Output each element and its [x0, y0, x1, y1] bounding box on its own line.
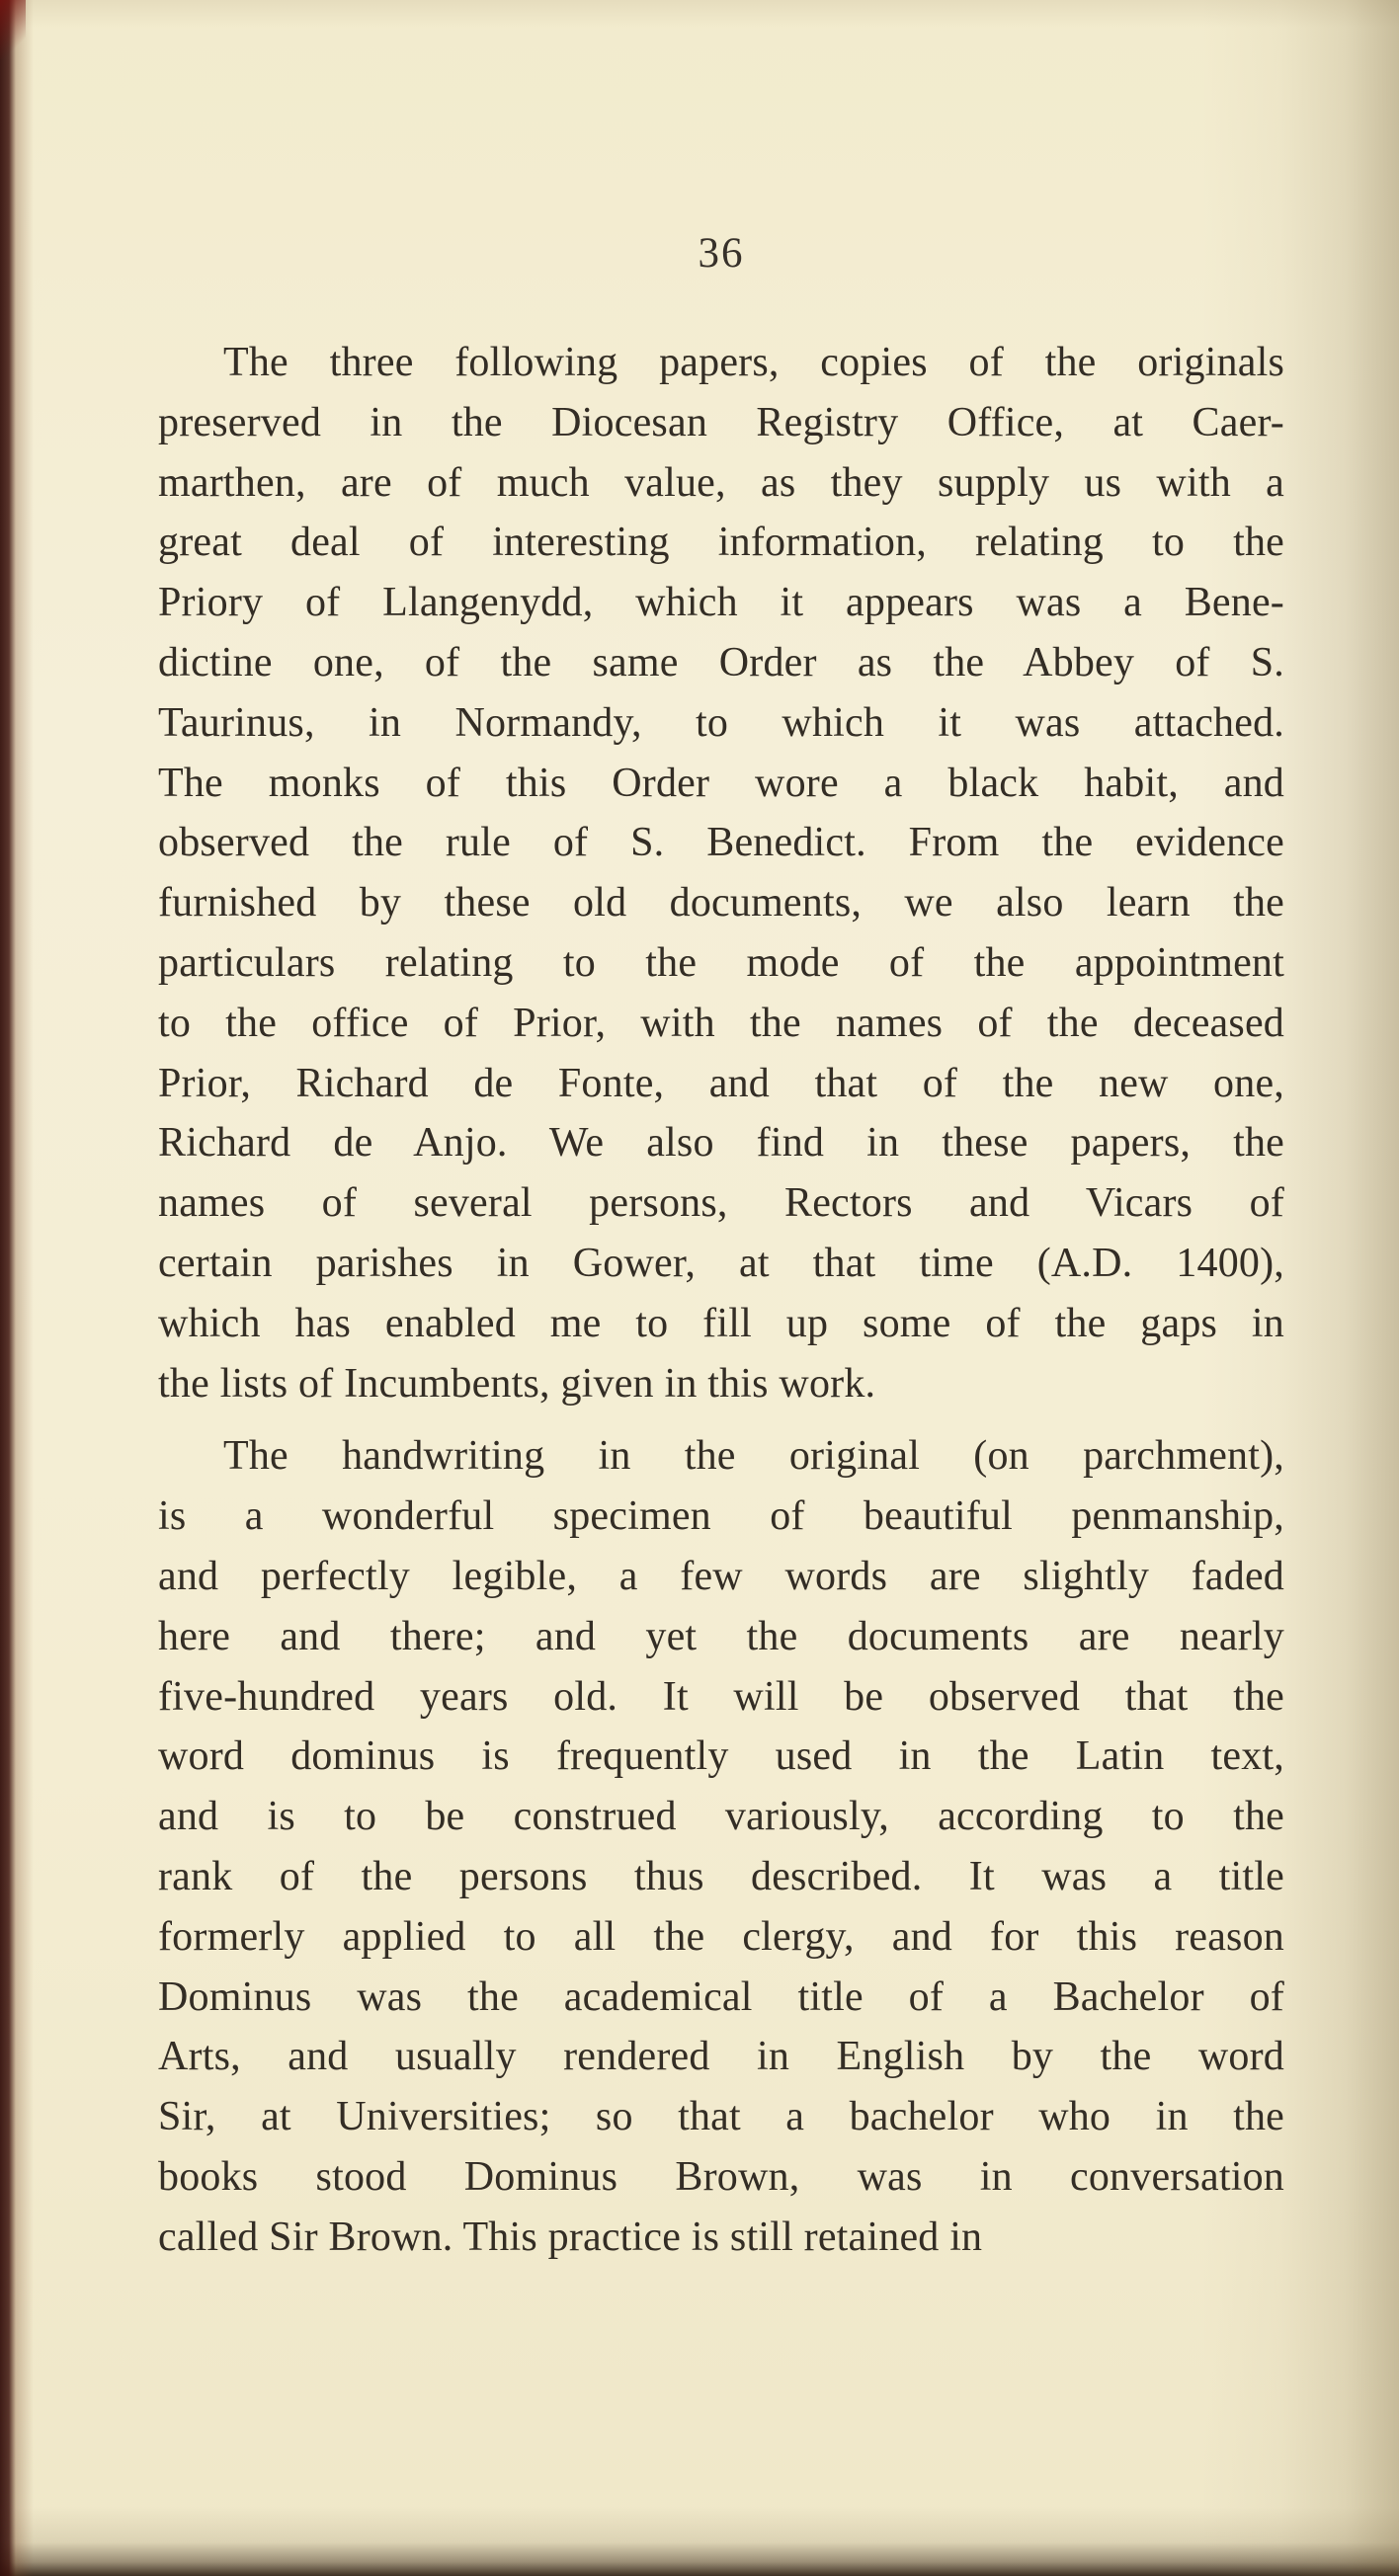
text-line: furnished by these old documents, we also learn the: [158, 880, 1284, 926]
page-number: 36: [698, 230, 745, 277]
text-line: books stood Dominus Brown, was in conversation: [158, 2153, 1284, 2200]
text-line: here and there; and yet the documents are nearly: [158, 1613, 1284, 1659]
text-line: which has enabled me to fill up some of the gaps in: [158, 1300, 1284, 1346]
text-line: is a wonderful specimen of beautiful penmanship,: [158, 1493, 1284, 1540]
text-line: The handwriting in the original (on parchment),: [223, 1433, 1284, 1480]
text-line: formerly applied to all the clergy, and for this reason: [158, 1913, 1284, 1960]
paragraph: [158, 333, 1284, 1413]
text-line: dictine one, of the same Order as the Abbey of S.: [158, 639, 1284, 685]
text-line: The monks of this Order wore a black habit, and: [158, 760, 1284, 806]
text-line: and perfectly legible, a few words are slightly faded: [158, 1553, 1284, 1599]
text-line: certain parishes in Gower, at that time (A.D. 1400),: [158, 1240, 1284, 1286]
text-line: preserved in the Diocesan Registry Office, at Caer-: [158, 399, 1284, 445]
text-line: marthen, are of much value, as they supply us with a: [158, 459, 1284, 506]
text-line: Sir, at Universities; so that a bachelor who in the: [158, 2094, 1284, 2140]
text-line: and is to be construed variously, according to the: [158, 1794, 1284, 1840]
text-line: particulars relating to the mode of the appointment: [158, 939, 1284, 986]
text-line: the lists of Incumbents, given in this work.: [158, 1360, 876, 1407]
text-line: great deal of interesting information, relating to the: [158, 520, 1284, 566]
text-line: Arts, and usually rendered in English by the word: [158, 2034, 1284, 2080]
text-line: rank of the persons thus described. It was a title: [158, 1853, 1284, 1899]
text-line: called Sir Brown. This practice is still retained in: [158, 2214, 983, 2260]
text-line: observed the rule of S. Benedict. From the evidence: [158, 820, 1284, 866]
paragraph: [158, 1426, 1284, 2267]
text-line: five-hundred years old. It will be observed that the: [158, 1673, 1284, 1720]
text-line: Prior, Richard de Fonte, and that of the new one,: [158, 1060, 1284, 1106]
scan-corner-mark: [0, 0, 26, 59]
text-line: word dominus is frequently used in the Latin text,: [158, 1733, 1284, 1780]
text-line: The three following papers, copies of the originals: [223, 340, 1284, 385]
text-line: Priory of Llangenydd, which it appears was a Bene-: [158, 580, 1284, 626]
text-line: to the office of Prior, with the names of the deceased: [158, 1000, 1284, 1046]
text-line: Taurinus, in Normandy, to which it was attached.: [158, 699, 1284, 746]
text-line: Richard de Anjo. We also find in these papers, the: [158, 1120, 1284, 1167]
page-text-block: [158, 333, 1284, 2268]
text-line: names of several persons, Rectors and Vicars of: [158, 1180, 1284, 1227]
text-line: Dominus was the academical title of a Bachelor of: [158, 1973, 1284, 2020]
